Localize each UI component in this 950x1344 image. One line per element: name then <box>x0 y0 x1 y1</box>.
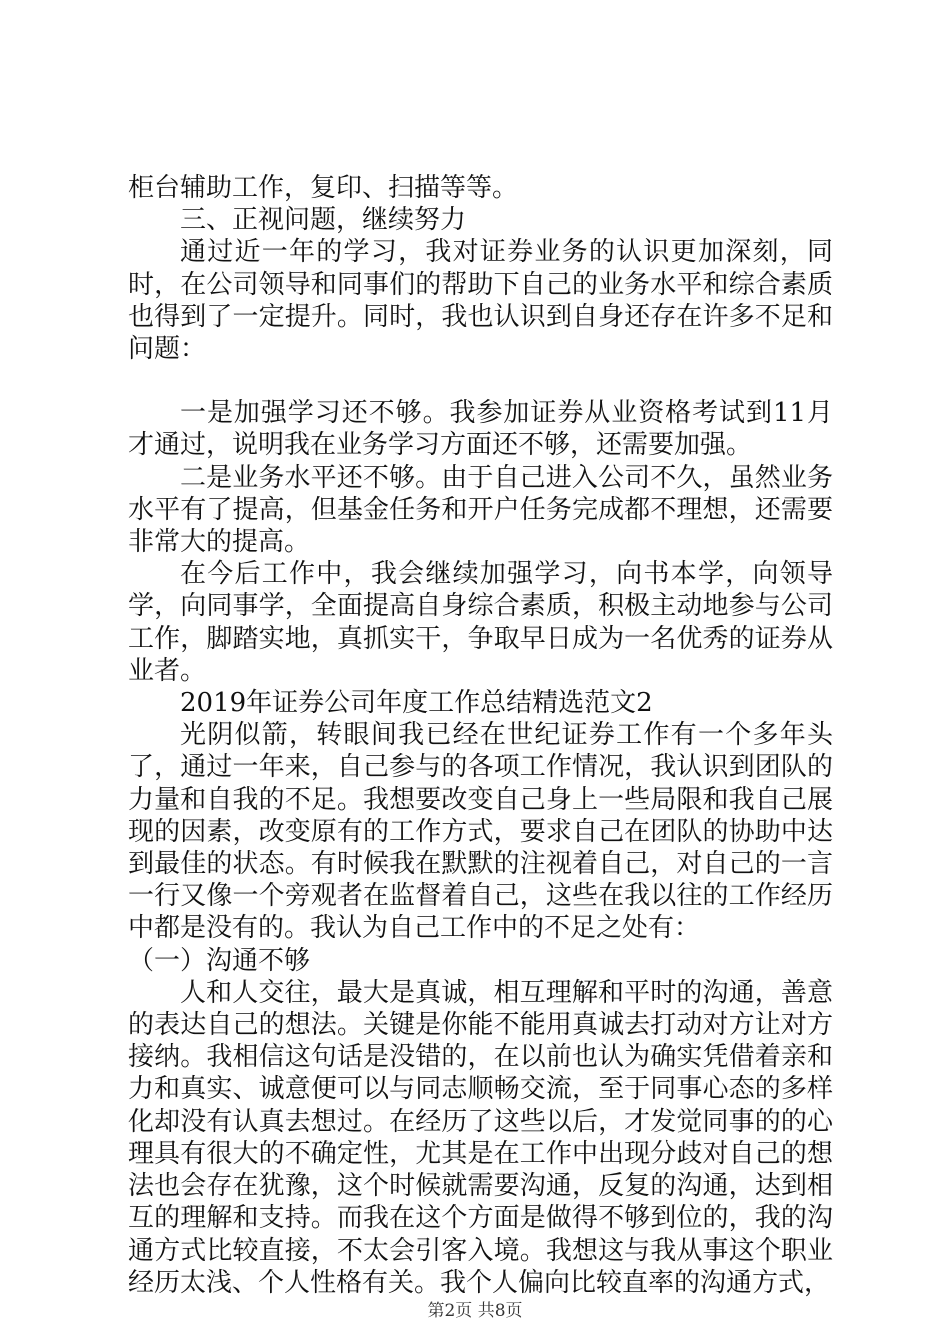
article-title-2: 2019年证券公司年度工作总结精选范文2 <box>180 688 653 719</box>
subheading-communication: （一）沟通不够 <box>128 945 311 976</box>
paragraph-point-1: 一是加强学习还不够。我参加证券从业资格考试到11月才通过，说明我在业务学习方面还不够，还需要加强。 <box>128 398 833 461</box>
page-number-footer: 第2页 共8页 <box>427 1301 523 1321</box>
paragraph-intro: 光阴似箭，转眼间我已经在世纪证券工作有一个多年头了，通过一年来，自己参与的各项工作情况，我认识到团队的力量和自我的不足。我想要改变自己身上一些局限和我自己展现的因素，改变原有的工作方式，要求自己在团队的协助中达到最佳的状态。有时候我在默默的注视着自己，对自己的一言一行又像一个旁观者在监督着自己，这些在我以往的工作经历中都是没有的。我认为自己工作中的不足之处有： <box>128 720 833 944</box>
paragraph-continuation: 柜台辅助工作，复印、扫描等等。 <box>128 173 519 203</box>
document-body <box>128 172 833 1299</box>
paragraph-communication: 人和人交往，最大是真诚，相互理解和平时的沟通，善意的表达自己的想法。关键是你能不能用真诚去打动对方让对方接纳。我相信这句话是没错的，在以前也认为确实凭借着亲和力和真实、诚意便可以与同志顺畅交流，至于同事心态的多样化却没有认真去想过。在经历了这些以后，才发觉同事的的心理具有很大的不确定性，尤其是在工作中出现分歧对自己的想法也会存在犹豫，这个时候就需要沟通，反复的沟通，达到相互的理解和支持。而我在这个方面是做得不够到位的，我的沟通方式比较直接，不太会引客入境。我想这与我从事这个职业经历太浅、个人性格有关。我个人偏向比较直率的沟通方式， <box>128 977 833 1298</box>
blank-line <box>128 365 833 397</box>
paragraph-point-2: 二是业务水平还不够。由于自己进入公司不久，虽然业务水平有了提高，但基金任务和开户任务完成都不理想，还需要非常大的提高。 <box>128 462 833 558</box>
section-heading-3: 三、正视问题，继续努力 <box>180 205 467 236</box>
paragraph-learning: 通过近一年的学习，我对证券业务的认识更加深刻，同时，在公司领导和同事们的帮助下自己的业务水平和综合素质也得到了一定提升。同时，我也认识到自身还存在许多不足和问题： <box>128 237 833 365</box>
paragraph-future: 在今后工作中，我会继续加强学习，向书本学，向领导学，向同事学，全面提高自身综合素质，积极主动地参与公司工作，脚踏实地，真抓实干，争取早日成为一名优秀的证券从业者。 <box>128 559 833 686</box>
